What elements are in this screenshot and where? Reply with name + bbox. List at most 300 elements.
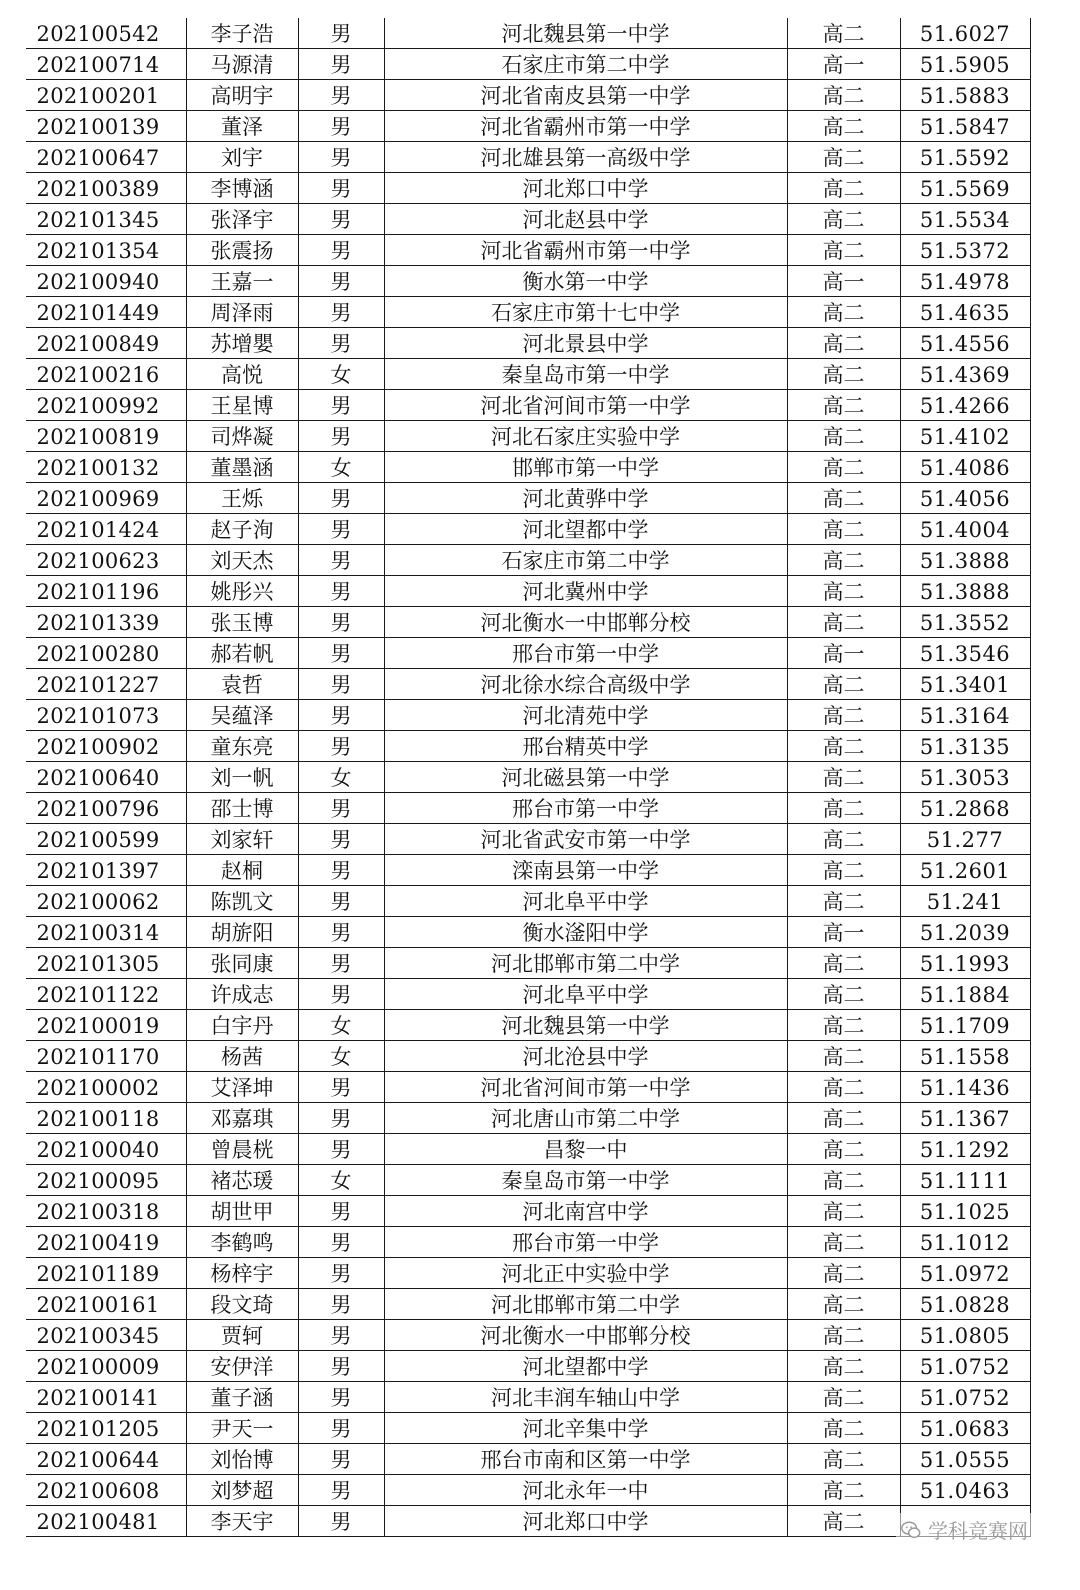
cell-gender: 男	[298, 824, 384, 855]
cell-school: 河北省武安市第一中学	[384, 824, 787, 855]
cell-school: 河北魏县第一中学	[384, 1010, 787, 1041]
table-row	[26, 173, 1030, 204]
cell-gender: 男	[298, 1289, 384, 1320]
cell-name: 褚芯瑗	[186, 1165, 298, 1196]
cell-name: 袁哲	[186, 669, 298, 700]
cell-school: 河北辛集中学	[384, 1413, 787, 1444]
cell-school: 邢台精英中学	[384, 731, 787, 762]
cell-score: 51.5905	[900, 49, 1030, 80]
cell-score: 51.1292	[900, 1134, 1030, 1165]
table-row	[26, 1103, 1030, 1134]
cell-grade: 高一	[787, 917, 900, 948]
cell-gender: 男	[298, 142, 384, 173]
cell-gender: 男	[298, 1475, 384, 1506]
cell-id: 202101196	[26, 576, 186, 607]
cell-name: 邵士博	[186, 793, 298, 824]
watermark	[896, 1513, 1032, 1546]
cell-gender: 男	[298, 514, 384, 545]
cell-grade: 高二	[787, 607, 900, 638]
cell-id: 202100141	[26, 1382, 186, 1413]
cell-school: 石家庄市第二中学	[384, 545, 787, 576]
cell-id: 202100314	[26, 917, 186, 948]
cell-score: 51.0972	[900, 1258, 1030, 1289]
table-row	[26, 142, 1030, 173]
cell-id: 202100139	[26, 111, 186, 142]
cell-name: 尹天一	[186, 1413, 298, 1444]
cell-name: 刘一帆	[186, 762, 298, 793]
cell-score: 51.3135	[900, 731, 1030, 762]
table-row	[26, 514, 1030, 545]
cell-name: 刘天杰	[186, 545, 298, 576]
cell-id: 202101122	[26, 979, 186, 1010]
cell-name: 郝若帆	[186, 638, 298, 669]
cell-grade: 高一	[787, 49, 900, 80]
cell-score: 51.5534	[900, 204, 1030, 235]
cell-score: 51.0463	[900, 1475, 1030, 1506]
cell-gender: 男	[298, 1351, 384, 1382]
cell-grade: 高二	[787, 855, 900, 886]
cell-gender: 男	[298, 1320, 384, 1351]
cell-gender: 男	[298, 111, 384, 142]
cell-grade: 高二	[787, 80, 900, 111]
cell-grade: 高一	[787, 266, 900, 297]
cell-grade: 高二	[787, 297, 900, 328]
cell-gender: 男	[298, 700, 384, 731]
cell-gender: 男	[298, 1103, 384, 1134]
table-row	[26, 948, 1030, 979]
cell-score: 51.1993	[900, 948, 1030, 979]
cell-school: 河北魏县第一中学	[384, 18, 787, 49]
cell-school: 滦南县第一中学	[384, 855, 787, 886]
table-row	[26, 576, 1030, 607]
cell-score: 51.1558	[900, 1041, 1030, 1072]
cell-score: 51.1367	[900, 1103, 1030, 1134]
cell-name: 刘家轩	[186, 824, 298, 855]
cell-grade: 高二	[787, 1072, 900, 1103]
cell-score: 51.4978	[900, 266, 1030, 297]
cell-school: 邯郸市第一中学	[384, 452, 787, 483]
cell-score: 51.4556	[900, 328, 1030, 359]
table-row	[26, 390, 1030, 421]
cell-school: 邢台市第一中学	[384, 638, 787, 669]
cell-id: 202100161	[26, 1289, 186, 1320]
cell-school: 秦皇岛市第一中学	[384, 1165, 787, 1196]
cell-name: 杨梓宇	[186, 1258, 298, 1289]
cell-id: 202100542	[26, 18, 186, 49]
cell-name: 王嘉一	[186, 266, 298, 297]
table-row	[26, 18, 1030, 49]
cell-gender: 男	[298, 18, 384, 49]
cell-name: 董子涵	[186, 1382, 298, 1413]
table-row	[26, 793, 1030, 824]
table-row	[26, 1320, 1030, 1351]
cell-name: 高悦	[186, 359, 298, 390]
cell-grade: 高二	[787, 328, 900, 359]
table-row	[26, 1072, 1030, 1103]
cell-id: 202100481	[26, 1506, 186, 1537]
cell-grade: 高二	[787, 452, 900, 483]
cell-gender: 男	[298, 483, 384, 514]
cell-grade: 高二	[787, 390, 900, 421]
cell-name: 白宇丹	[186, 1010, 298, 1041]
cell-name: 艾泽坤	[186, 1072, 298, 1103]
cell-gender: 女	[298, 452, 384, 483]
table-row	[26, 1289, 1030, 1320]
table-row	[26, 824, 1030, 855]
cell-score: 51.1709	[900, 1010, 1030, 1041]
cell-score: 51.4102	[900, 421, 1030, 452]
table-row	[26, 452, 1030, 483]
cell-score: 51.4086	[900, 452, 1030, 483]
cell-grade: 高二	[787, 545, 900, 576]
cell-school: 河北丰润车轴山中学	[384, 1382, 787, 1413]
cell-gender: 男	[298, 1196, 384, 1227]
cell-grade: 高二	[787, 204, 900, 235]
cell-grade: 高二	[787, 173, 900, 204]
cell-name: 贾轲	[186, 1320, 298, 1351]
table-row	[26, 1010, 1030, 1041]
cell-id: 202100796	[26, 793, 186, 824]
cell-gender: 男	[298, 297, 384, 328]
cell-school: 秦皇岛市第一中学	[384, 359, 787, 390]
cell-id: 202100419	[26, 1227, 186, 1258]
cell-school: 河北冀州中学	[384, 576, 787, 607]
cell-name: 王烁	[186, 483, 298, 514]
cell-score: 51.3401	[900, 669, 1030, 700]
cell-score: 51.0752	[900, 1382, 1030, 1413]
cell-name: 李鹤鸣	[186, 1227, 298, 1258]
cell-gender: 男	[298, 1413, 384, 1444]
cell-name: 杨茜	[186, 1041, 298, 1072]
cell-school: 河北衡水一中邯郸分校	[384, 607, 787, 638]
cell-id: 202101449	[26, 297, 186, 328]
cell-name: 吴蕴泽	[186, 700, 298, 731]
cell-school: 河北景县中学	[384, 328, 787, 359]
cell-gender: 男	[298, 917, 384, 948]
cell-grade: 高二	[787, 1103, 900, 1134]
cell-name: 李天宇	[186, 1506, 298, 1537]
cell-name: 童东亮	[186, 731, 298, 762]
cell-school: 河北邯郸市第二中学	[384, 948, 787, 979]
cell-grade: 高二	[787, 111, 900, 142]
cell-grade: 高二	[787, 1227, 900, 1258]
table-row	[26, 1134, 1030, 1165]
cell-gender: 女	[298, 762, 384, 793]
cell-name: 李博涵	[186, 173, 298, 204]
cell-grade: 高二	[787, 235, 900, 266]
cell-score: 51.5569	[900, 173, 1030, 204]
cell-score: 51.3053	[900, 762, 1030, 793]
table-row	[26, 855, 1030, 886]
table-row	[26, 700, 1030, 731]
cell-score: 51.1012	[900, 1227, 1030, 1258]
table-row	[26, 886, 1030, 917]
cell-school: 邢台市第一中学	[384, 793, 787, 824]
cell-grade: 高二	[787, 700, 900, 731]
cell-score: 51.4635	[900, 297, 1030, 328]
cell-name: 张震扬	[186, 235, 298, 266]
cell-school: 河北阜平中学	[384, 979, 787, 1010]
table-row	[26, 1196, 1030, 1227]
cell-name: 李子浩	[186, 18, 298, 49]
cell-school: 河北望都中学	[384, 1351, 787, 1382]
table-row	[26, 1227, 1030, 1258]
cell-name: 张泽宇	[186, 204, 298, 235]
cell-name: 曾晨桄	[186, 1134, 298, 1165]
cell-score: 51.2039	[900, 917, 1030, 948]
cell-name: 董泽	[186, 111, 298, 142]
cell-school: 河北省霸州市第一中学	[384, 111, 787, 142]
cell-score: 51.3888	[900, 576, 1030, 607]
cell-grade: 高二	[787, 731, 900, 762]
cell-score: 51.3546	[900, 638, 1030, 669]
cell-school: 河北石家庄实验中学	[384, 421, 787, 452]
cell-name: 邓嘉琪	[186, 1103, 298, 1134]
cell-school: 衡水第一中学	[384, 266, 787, 297]
cell-id: 202100095	[26, 1165, 186, 1196]
cell-score: 51.5372	[900, 235, 1030, 266]
cell-school: 河北沧县中学	[384, 1041, 787, 1072]
cell-id: 202100002	[26, 1072, 186, 1103]
cell-gender: 女	[298, 359, 384, 390]
cell-id: 202101339	[26, 607, 186, 638]
cell-grade: 高二	[787, 1444, 900, 1475]
cell-gender: 男	[298, 1382, 384, 1413]
cell-gender: 女	[298, 1041, 384, 1072]
cell-id: 202100201	[26, 80, 186, 111]
cell-grade: 高二	[787, 669, 900, 700]
cell-gender: 男	[298, 328, 384, 359]
cell-grade: 高二	[787, 1506, 900, 1537]
table-row	[26, 607, 1030, 638]
cell-school: 河北黄骅中学	[384, 483, 787, 514]
table-row	[26, 1475, 1030, 1506]
table-row	[26, 266, 1030, 297]
cell-school: 河北永年一中	[384, 1475, 787, 1506]
table-row	[26, 1165, 1030, 1196]
cell-gender: 男	[298, 886, 384, 917]
table-row	[26, 1413, 1030, 1444]
cell-id: 202100623	[26, 545, 186, 576]
cell-school: 河北南宫中学	[384, 1196, 787, 1227]
cell-score: 51.5592	[900, 142, 1030, 173]
table-row	[26, 235, 1030, 266]
cell-gender: 男	[298, 80, 384, 111]
cell-gender: 男	[298, 793, 384, 824]
watermark-text: 学科竞赛网	[928, 1519, 1028, 1543]
cell-id: 202100849	[26, 328, 186, 359]
cell-school: 河北郑口中学	[384, 173, 787, 204]
cell-id: 202100389	[26, 173, 186, 204]
cell-id: 202101170	[26, 1041, 186, 1072]
cell-score: 51.6027	[900, 18, 1030, 49]
cell-gender: 男	[298, 390, 384, 421]
cell-name: 陈凯文	[186, 886, 298, 917]
cell-score: 51.1436	[900, 1072, 1030, 1103]
cell-grade: 高二	[787, 514, 900, 545]
cell-grade: 高二	[787, 1382, 900, 1413]
cell-school: 邢台市第一中学	[384, 1227, 787, 1258]
cell-name: 赵桐	[186, 855, 298, 886]
cell-id: 202100647	[26, 142, 186, 173]
table-row	[26, 762, 1030, 793]
cell-grade: 高二	[787, 483, 900, 514]
cell-school: 河北邯郸市第二中学	[384, 1289, 787, 1320]
cell-gender: 男	[298, 421, 384, 452]
cell-grade: 高二	[787, 886, 900, 917]
cell-gender: 男	[298, 1444, 384, 1475]
table-row	[26, 204, 1030, 235]
cell-id: 202100644	[26, 1444, 186, 1475]
cell-id: 202100132	[26, 452, 186, 483]
cell-id: 202100019	[26, 1010, 186, 1041]
cell-id: 202100714	[26, 49, 186, 80]
cell-name: 赵子洵	[186, 514, 298, 545]
table-row	[26, 297, 1030, 328]
cell-grade: 高二	[787, 793, 900, 824]
cell-grade: 高一	[787, 638, 900, 669]
cell-name: 刘怡博	[186, 1444, 298, 1475]
table-row	[26, 359, 1030, 390]
cell-name: 周泽雨	[186, 297, 298, 328]
cell-gender: 男	[298, 638, 384, 669]
table-row	[26, 1444, 1030, 1475]
cell-gender: 男	[298, 855, 384, 886]
cell-score: 51.5883	[900, 80, 1030, 111]
cell-school: 河北正中实验中学	[384, 1258, 787, 1289]
cell-score: 51.4369	[900, 359, 1030, 390]
cell-score: 51.0828	[900, 1289, 1030, 1320]
cell-grade: 高二	[787, 359, 900, 390]
cell-grade: 高二	[787, 762, 900, 793]
cell-gender: 男	[298, 266, 384, 297]
cell-gender: 男	[298, 576, 384, 607]
cell-name: 姚彤兴	[186, 576, 298, 607]
cell-school: 河北雄县第一高级中学	[384, 142, 787, 173]
cell-school: 衡水滏阳中学	[384, 917, 787, 948]
table-row	[26, 1351, 1030, 1382]
cell-score: 51.3164	[900, 700, 1030, 731]
cell-grade: 高二	[787, 421, 900, 452]
cell-grade: 高二	[787, 1134, 900, 1165]
cell-school: 河北唐山市第二中学	[384, 1103, 787, 1134]
cell-grade: 高二	[787, 142, 900, 173]
cell-id: 202100118	[26, 1103, 186, 1134]
cell-id: 202100345	[26, 1320, 186, 1351]
cell-grade: 高二	[787, 948, 900, 979]
table-row	[26, 638, 1030, 669]
table-row	[26, 1041, 1030, 1072]
results-table	[26, 18, 1031, 1537]
cell-grade: 高二	[787, 576, 900, 607]
cell-score: 51.0752	[900, 1351, 1030, 1382]
cell-score: 51.5847	[900, 111, 1030, 142]
cell-id: 202100009	[26, 1351, 186, 1382]
cell-gender: 男	[298, 1258, 384, 1289]
cell-id: 202100992	[26, 390, 186, 421]
cell-grade: 高二	[787, 1165, 900, 1196]
cell-grade: 高二	[787, 1413, 900, 1444]
cell-school: 邢台市南和区第一中学	[384, 1444, 787, 1475]
cell-name: 许成志	[186, 979, 298, 1010]
cell-school: 河北徐水综合高级中学	[384, 669, 787, 700]
cell-grade: 高二	[787, 1258, 900, 1289]
cell-score: 51.4056	[900, 483, 1030, 514]
cell-gender: 男	[298, 49, 384, 80]
cell-grade: 高二	[787, 824, 900, 855]
cell-school: 河北省南皮县第一中学	[384, 80, 787, 111]
cell-grade: 高二	[787, 1351, 900, 1382]
cell-school: 河北省河间市第一中学	[384, 390, 787, 421]
cell-school: 昌黎一中	[384, 1134, 787, 1165]
cell-score: 51.1884	[900, 979, 1030, 1010]
cell-name: 张玉博	[186, 607, 298, 638]
cell-school: 河北省河间市第一中学	[384, 1072, 787, 1103]
cell-id: 202101424	[26, 514, 186, 545]
table-row	[26, 1506, 1030, 1537]
cell-id: 202100280	[26, 638, 186, 669]
cell-id: 202101345	[26, 204, 186, 235]
table-row	[26, 111, 1030, 142]
cell-school: 河北阜平中学	[384, 886, 787, 917]
cell-score: 51.0555	[900, 1444, 1030, 1475]
table-row	[26, 421, 1030, 452]
cell-name: 段文琦	[186, 1289, 298, 1320]
cell-id: 202101227	[26, 669, 186, 700]
cell-school: 河北衡水一中邯郸分校	[384, 1320, 787, 1351]
cell-gender: 男	[298, 545, 384, 576]
cell-name: 刘宇	[186, 142, 298, 173]
cell-name: 司烨凝	[186, 421, 298, 452]
cell-name: 马源清	[186, 49, 298, 80]
cell-name: 苏增嬰	[186, 328, 298, 359]
cell-score: 51.3888	[900, 545, 1030, 576]
cell-id: 202101073	[26, 700, 186, 731]
cell-id: 202100062	[26, 886, 186, 917]
cell-gender: 女	[298, 1165, 384, 1196]
cell-gender: 男	[298, 731, 384, 762]
cell-gender: 男	[298, 1072, 384, 1103]
cell-grade: 高二	[787, 1475, 900, 1506]
cell-id: 202100040	[26, 1134, 186, 1165]
cell-score: 51.4004	[900, 514, 1030, 545]
cell-gender: 男	[298, 1134, 384, 1165]
cell-gender: 男	[298, 948, 384, 979]
cell-score: 51.4266	[900, 390, 1030, 421]
cell-id: 202100599	[26, 824, 186, 855]
cell-gender: 男	[298, 979, 384, 1010]
cell-gender: 男	[298, 235, 384, 266]
table-row	[26, 979, 1030, 1010]
cell-name: 胡旂阳	[186, 917, 298, 948]
table-row	[26, 328, 1030, 359]
cell-gender: 男	[298, 669, 384, 700]
cell-grade: 高二	[787, 1010, 900, 1041]
cell-score: 51.277	[900, 824, 1030, 855]
cell-school: 石家庄市第二中学	[384, 49, 787, 80]
cell-score: 51.3552	[900, 607, 1030, 638]
cell-gender: 男	[298, 204, 384, 235]
cell-name: 王星博	[186, 390, 298, 421]
cell-id: 202100318	[26, 1196, 186, 1227]
cell-score: 51.1025	[900, 1196, 1030, 1227]
cell-id: 202101354	[26, 235, 186, 266]
table-row	[26, 80, 1030, 111]
cell-id: 202100969	[26, 483, 186, 514]
cell-gender: 男	[298, 1227, 384, 1258]
cell-grade: 高二	[787, 18, 900, 49]
cell-grade: 高二	[787, 1289, 900, 1320]
